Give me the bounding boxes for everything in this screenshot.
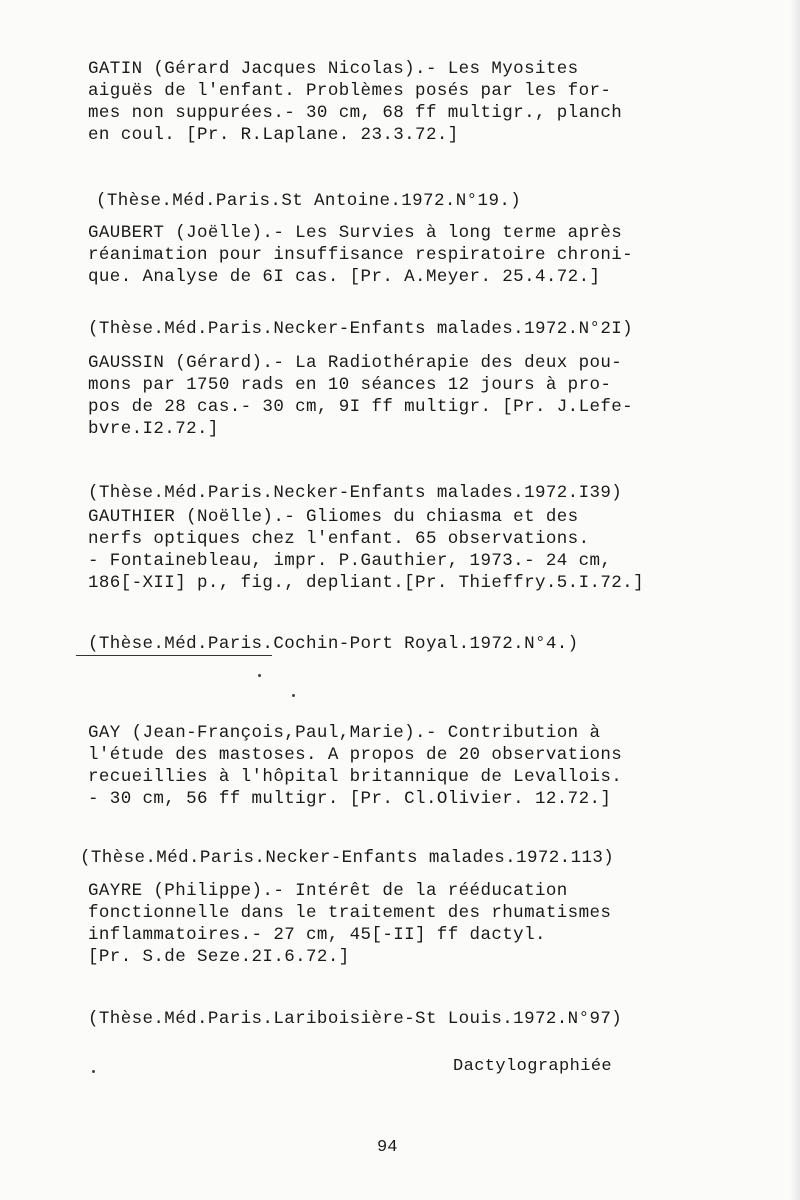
entry-line: en coul. [Pr. R.Laplane. 23.3.72.]	[88, 125, 459, 145]
entry-line: l'étude des mastoses. A propos de 20 observations	[88, 745, 623, 765]
entry-line: [Pr. S.de Seze.2I.6.72.]	[88, 947, 350, 967]
entry-line: GAUBERT (Joëlle).- Les Survies à long terme après	[88, 223, 623, 243]
thesis-reference: (Thèse.Méd.Paris.Necker-Enfants malades.1972.I39)	[88, 483, 623, 503]
signature-note: Dactylographiée	[453, 1057, 613, 1076]
thesis-reference: (Thèse.Méd.Paris.Necker-Enfants malades.1972.113)	[80, 848, 615, 868]
entry-line: - Fontainebleau, impr. P.Gauthier, 1973.- 24 cm,	[88, 551, 612, 571]
thesis-entry	[88, 58, 718, 146]
entry-line: que. Analyse de 6I cas. [Pr. A.Meyer. 25.4.72.]	[88, 267, 601, 287]
underline-rule	[76, 655, 272, 656]
thesis-reference: (Thèse.Méd.Paris.Necker-Enfants malades.1972.N°2I)	[88, 319, 634, 339]
entry-line: mons par 1750 rads en 10 séances 12 jours à pro-	[88, 375, 612, 395]
entry-line: fonctionnelle dans le traitement des rhumatismes	[88, 903, 612, 923]
entry-line: réanimation pour insuffisance respiratoire chroni-	[88, 245, 634, 265]
entry-line: 186[-XII] p., fig., depliant.[Pr. Thieffry.5.I.72.]	[88, 573, 644, 593]
entry-line: mes non suppurées.- 30 cm, 68 ff multigr., planch	[88, 103, 623, 123]
entry-line: pos de 28 cas.- 30 cm, 9I ff multigr. [Pr. J.Lefe-	[88, 397, 634, 417]
entry-line: bvre.I2.72.]	[88, 419, 219, 439]
ink-speck	[258, 674, 261, 677]
entry-line: GAY (Jean-François,Paul,Marie).- Contribution à	[88, 723, 601, 743]
thesis-entry	[88, 722, 718, 810]
entry-line: nerfs optiques chez l'enfant. 65 observations.	[88, 529, 590, 549]
ink-speck	[292, 694, 295, 697]
thesis-entry	[88, 352, 718, 440]
entry-line: - 30 cm, 56 ff multigr. [Pr. Cl.Olivier. 12.72.]	[88, 789, 612, 809]
entry-line: aiguës de l'enfant. Problèmes posés par les for-	[88, 81, 612, 101]
thesis-entry	[88, 506, 718, 594]
entry-line: GATIN (Gérard Jacques Nicolas).- Les Myosites	[88, 59, 579, 79]
entry-line: recueillies à l'hôpital britannique de Levallois.	[88, 767, 623, 787]
thesis-reference: (Thèse.Méd.Paris.Cochin-Port Royal.1972.N°4.)	[88, 634, 579, 654]
ink-speck	[92, 1070, 95, 1073]
entry-line: GAYRE (Philippe).- Intérêt de la rééducation	[88, 881, 568, 901]
thesis-reference: (Thèse.Méd.Paris.Lariboisière-St Louis.1972.N°97)	[88, 1009, 623, 1029]
thesis-entry	[88, 222, 718, 288]
page-number: 94	[377, 1138, 398, 1157]
thesis-entry	[88, 880, 718, 968]
entry-line: GAUSSIN (Gérard).- La Radiothérapie des deux pou-	[88, 353, 623, 373]
thesis-reference: (Thèse.Méd.Paris.St Antoine.1972.N°19.)	[96, 191, 522, 211]
entry-line: inflammatoires.- 27 cm, 45[-II] ff dactyl.	[88, 925, 546, 945]
entry-line: GAUTHIER (Noëlle).- Gliomes du chiasma et des	[88, 507, 579, 527]
